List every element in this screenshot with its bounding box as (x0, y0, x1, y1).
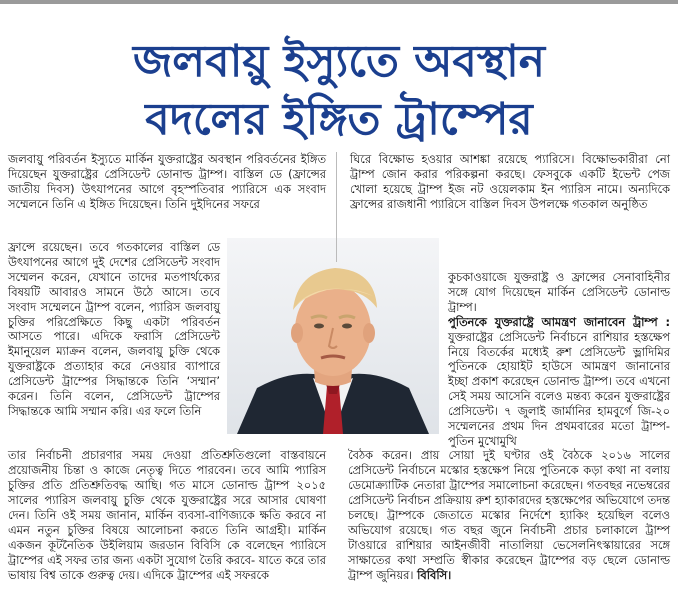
article-left-top (8, 152, 326, 212)
paragraph-with-source (348, 448, 670, 582)
subheading: পুতিনকে যুক্তরাষ্ট্রে আমন্ত্রণ জানাবেন ট্রাম্প : (448, 314, 670, 329)
paragraph-body: বৈঠক করেন। প্রায় সোয়া দুই ঘণ্টার ওই বৈঠকে ২০১৬ সালের প্রেসিডেন্ট নির্বাচনে মস্কোর হস্তক্ষেপ নিয়ে পুতিনকে কড়া কথা না বলায় ডেমোক্র্যাটিক নেতারা ট্রাম্পের সমালোচনা করেছেন। গতবছর নভেম্বরের প্রেসিডেন্ট নির্বাচন প্রক্রিয়ায় রুশ হ্যাকারদের হস্তক্ষেপের অভিযোগে তদন্ত চলছে। ট্রাম্পকে জেতাতে মস্কোর নির্দেশে হ্যাকিং হয়েছিল বলেও অভিযোগ রয়েছে। গত বছর জুনে নির্বাচনী প্রচার চলাকালে ট্রাম্প টাওয়ারে রাশিয়ার আইনজীবী নাতালিয়া ভেসেলনিৎস্কায়ারের সঙ্গে সাক্ষাতের কথা সম্প্রতি স্বীকার করেছেন ট্রাম্পের বড় ছেলে ডোনাল্ড ট্রাম্প জুনিয়র। (348, 448, 670, 582)
paragraph-body: যুক্তরাষ্ট্রের প্রেসিডেন্ট নির্বাচনে রাশিয়ার হস্তক্ষেপ নিয়ে বিতর্কের মধ্যেই রুশ প্রেসিডেন্ট ভ্লাদিমির পুতিনকে হোয়াইট হাউসে আমন্ত্রণ জানানোর ইচ্ছা প্রকাশ করেছেন ডোনাল্ড ট্রাম্প। তবে এখনো সেই সময় আসেনি বলেও মন্তব্য করেন যুক্তরাষ্ট্রের প্রেসিডেন্ট। ৭ জুলাই জার্মানির হামবুর্গে জি-২০ সম্মেলনের প্রথম দিন প্রথমবারের মতো ট্রাম্প-পুতিন মুখোমুখি (448, 329, 670, 448)
paragraph: তার নির্বাচনী প্রচারণার সময় দেওয়া প্রতিশ্রুতিগুলো বাস্তবায়নে প্রয়োজনীয় চিন্তা ও কাজে নেতৃত্ব দিতে পারবেন। তবে আমি প্যারিস চুক্তির প্রতি প্রতিশ্রুতিবদ্ধ আছি। গত মাসে ডোনাল্ড ট্রাম্প ২০১৫ সালের প্যারিস জলবায়ু চুক্তি থেকে যুক্তরাষ্ট্রের সরে আসার ঘোষণা দেন। তিনি ওই সময় জানান, মার্কিন ব্যবসা-বাণিজ্যকে ক্ষতি করবে না এমন নতুন চুক্তির বিষয়ে আলোচনা করতে তিনি আগ্রহী। মার্কিন একজন কূটনৈতিক উইলিয়াম জরডান বিবিসি কে বলেছেন প্যারিসে ট্রাম্পের এই সফর তার জন্য একটা সুযোগ তৈরি করবে- যাতে করে তার ভাষায় বিশ্ব তাকে গুরুত্ব দেয়। এদিকে ট্রাম্পের এই সফরকে (8, 448, 326, 582)
paragraph: ঘিরে বিক্ষোভ হওয়ার আশঙ্কা রয়েছে প্যারিসে। বিক্ষোভকারীরা নো ট্রাম্প জোন করার পরিকল্পনা করছে। ফেসবুকে একটি ইভেন্ট পেজ খোলা হয়েছে ট্রাম্প ইজ নট ওয়েলকাম ইন প্যারিস নামে। অন্যদিকে ফ্রান্সের রাজধানী প্যারিসে বাস্তিল দিবস উপলক্ষে গতকাল অনুষ্ঠিত (350, 152, 670, 211)
top-rule (0, 0, 678, 4)
paragraph: কুচকাওয়াজে যুক্তরাষ্ট্র ও ফ্রান্সের সেনাবাহিনীর সঙ্গে যোগ দিয়েছেন মার্কিন প্রেসিডেন্ট ডোনাল্ড ট্রাম্প। (448, 270, 670, 314)
headline-line-1: জলবায়ু ইস্যুতে অবস্থান (132, 36, 546, 87)
paragraph-with-subhead (448, 315, 670, 449)
article-left-bottom (8, 437, 326, 594)
portrait-image (227, 238, 439, 434)
column-divider (336, 152, 337, 262)
article-right-bottom (348, 437, 670, 594)
source-credit: বিবিসি। (417, 567, 452, 582)
trump-photo (227, 238, 439, 434)
headline-line-2: বদলের ইঙ্গিত ট্রাম্পের (145, 94, 533, 145)
article-right-mid (448, 270, 670, 449)
paragraph: জলবায়ু পরিবর্তন ইস্যুতে মার্কিন যুক্তরাষ্ট্রের অবস্থান পরিবর্তনের ইঙ্গিত দিয়েছেন যুক্তরাষ্ট্রের প্রেসিডেন্ট ডোনাল্ড ট্রাম্প। বাস্তিল ডে (ফ্রান্সের জাতীয় দিবস) উৎযাপনের আগে বৃহস্পতিবার প্যারিসে এক সংবাদ সম্মেলনে তিনি এ ইঙ্গিত দিয়েছেন। তিনি দুইদিনের সফরে (8, 152, 326, 211)
paragraph: ফ্রান্সে রয়েছেন। তবে গতকালের বাস্তিল ডে উৎযাপনের আগে দুই দেশের প্রেসিডেন্ট সংবাদ সম্মেলন করেন, যেখানে তাদের মতপার্থক্যের বিষয়টি আবারও সামনে উঠে আসে। তবে সংবাদ সম্মেলনে ট্রাম্প বলেন, প্যারিস জলবায়ু চুক্তির পরিপ্রেক্ষিতে কিছু একটা পরিবর্তন আসতে পারে। এদিকে ফরাসি প্রেসিডেন্ট ইমানুয়েল ম্যাক্রন বলেন, জলবায়ু চুক্তি থেকে যুক্তরাষ্ট্রকে প্রত্যাহার করে নেওয়ার ব্যাপারে প্রেসিডেন্ট ট্রাম্পের সিদ্ধান্তকে তিনি ‘সম্মান’ করেন। তিনি বলেন, প্রেসিডেন্ট ট্রাম্পের সিদ্ধান্তকে আমি সম্মান করি। এর ফলে তিনি (8, 240, 220, 418)
article-left-mid (8, 240, 220, 419)
article-right-top (350, 152, 670, 212)
